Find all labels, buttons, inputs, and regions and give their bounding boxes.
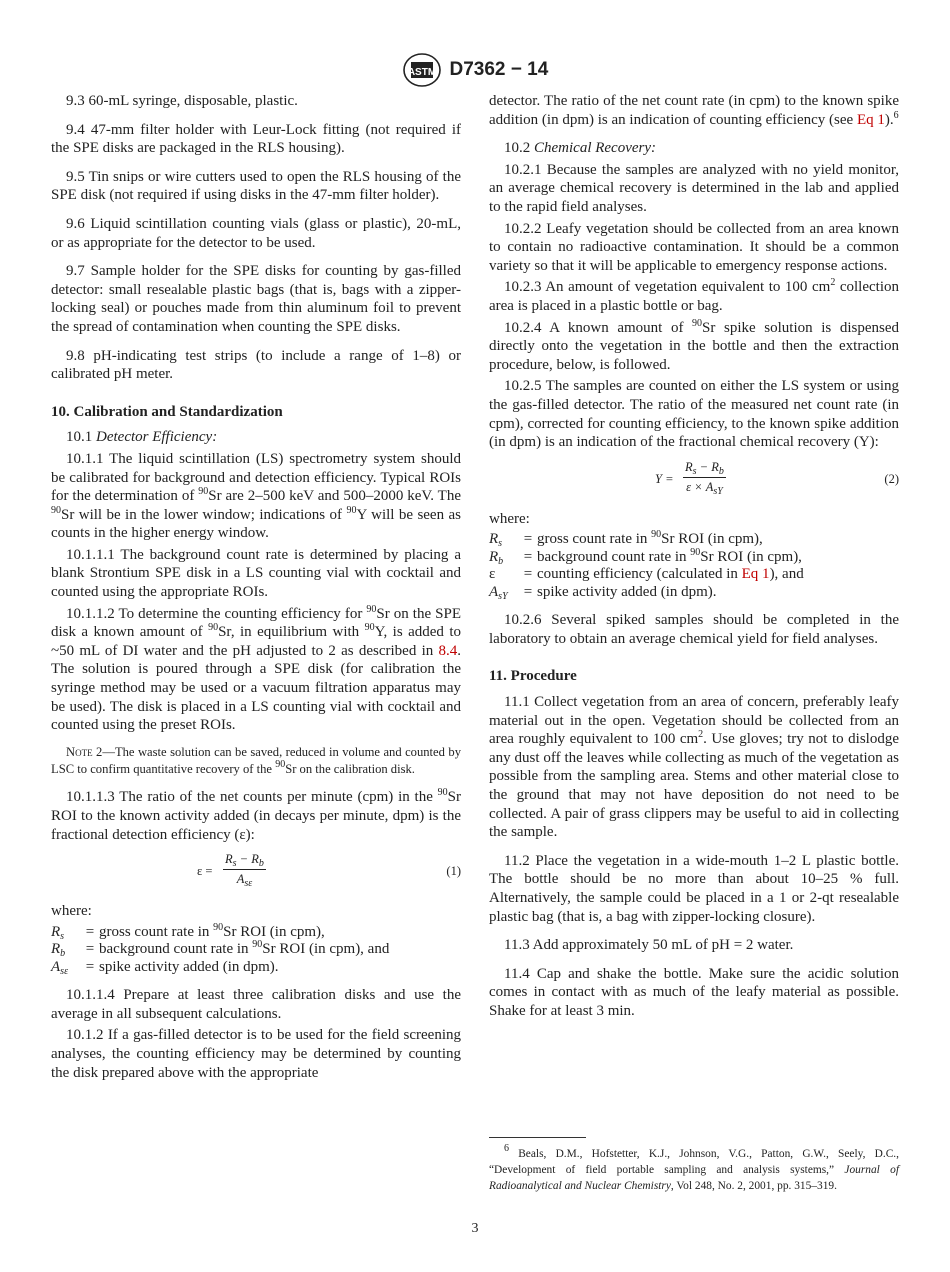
page-number: 3 xyxy=(471,1221,479,1236)
definition-row: $R_b$ = background count rate in $^{90}$Sr ROI (in cpm), and xyxy=(51,939,390,960)
section-11-2: 11.2 Place the vegetation in a wide-mouth 1–2 L plastic bottle. The bottle should be no more than about 10–25 % full. Alternatively, the sample could be placed in a 1 or 2-qt resealable plastic bag (that is, a bag with zipper-locking closure). xyxy=(489,852,899,925)
section-10-2: 10.2 Chemical Recovery: xyxy=(504,140,657,157)
section-10-2-1: 10.2.1 Because the samples are analyzed with no yield monitor, an average chemical recovery is determined in the lab and applied to the rapid field analyses. xyxy=(489,161,899,215)
section-10-2-4: 10.2.4 A known amount of $^{90}$Sr spike solution is dispensed directly onto the vegetation in the bottle and then the extraction procedure, below, is followed. xyxy=(489,317,899,373)
footnote-6-ref: 6 xyxy=(893,109,899,121)
where-label-2: where: xyxy=(489,510,530,527)
astm-logo-icon xyxy=(402,52,442,88)
section-10-1-1-4: 10.1.1.4 Prepare at least three calibration disks and use the average in all subsequent calculations. xyxy=(51,987,461,1022)
document-id: D7362 − 14 xyxy=(449,59,549,80)
section-10-1: 10.1 Detector Efficiency: xyxy=(66,429,218,446)
equation-1: ε = $R_s - R_b$ $A_{s\varepsilon}$ (1) xyxy=(197,852,461,890)
left-column xyxy=(51,92,461,1082)
definition-row: $R_s$ = gross count rate in $^{90}$Sr ROI (in cpm), xyxy=(489,529,763,550)
section-10-2-5: 10.2.5 The samples are counted on either the LS system or using the gas-filled detector. The ratio of the measured net count rate (in cpm), corrected for counting efficiency, to the known spike addition (in dpm) is an indication of the fractional chemical recovery (Y): xyxy=(489,378,899,451)
definition-row: $A_{sY}$ = spike activity added (in dpm). xyxy=(489,583,717,602)
heading-11: 11. Procedure xyxy=(489,668,577,685)
definition-row: $R_b$ = background count rate in $^{90}$Sr ROI (in cpm), xyxy=(489,546,802,567)
ref-8-4-link[interactable]: 8.4 xyxy=(438,642,458,659)
section-10-1-1-2: 10.1.1.2 To determine the counting efficiency for $^{90}$Sr on the SPE disk a known amount of $^{90}$Sr, in equilibrium with $^{90}$Y, is added to ~50 mL of DI water and the pH adjusted to 2 as described in 8.4. The solution is poured through a SPE disk (for calibration the syringe method may be used or a vacuum filtration apparatus may be used). The disk is placed in a LS counting vial with cocktail and counted using the preset ROIs. xyxy=(51,603,461,734)
equation-1-number: (1) xyxy=(446,864,461,879)
section-9-5: 9.5 Tin snips or wire cutters used to open the RLS housing of the SPE disk (not required if using disks in the 47-mm filter holder). xyxy=(51,168,461,204)
right-column xyxy=(489,92,899,1021)
section-9-6: 9.6 Liquid scintillation counting vials (glass or plastic), 20-mL, or as appropriate for the detector to be used. xyxy=(51,215,461,251)
definition-row: ε = counting efficiency (calculated in Eq 1), and xyxy=(489,566,804,583)
equation-2-number: (2) xyxy=(884,471,899,486)
section-10-2-6: 10.2.6 Several spiked samples should be completed in the laboratory to obtain an average chemical yield for field analyses. xyxy=(489,612,899,647)
footnote-6: $^6$ Beals, D.M., Hofstetter, K.J., Johnson, V.G., Patton, G.W., Seely, D.C., “Development of field portable sampling and analysis systems,” Journal of Radioanalytical and Nuclear Chemistry, Vol 248, No. 2, 2001, pp. 315–319. xyxy=(489,1143,899,1192)
section-11-4: 11.4 Cap and shake the bottle. Make sure the acidic solution comes in contact with as much of the leafy material as possible. Shake for at least 3 min. xyxy=(489,965,899,1019)
note-2: Note 2—The waste solution can be saved, reduced in volume and counted by LSC to confirm quantitative recovery of the $^{90}$Sr on the calibration disk. xyxy=(51,744,461,777)
definitions-2 xyxy=(489,531,804,601)
eq-1-link[interactable]: Eq 1 xyxy=(741,566,770,583)
page-header xyxy=(0,52,950,88)
section-10-1-1: 10.1.1 The liquid scintillation (LS) spectrometry system should be calibrated for background and detection efficiency. Typical ROIs for the determination of $^{90}$Sr are 2–500 keV and 500–2000 keV. The $^{90}$Sr will be in the lower window; indications of $^{90}$Y will be seen as counts in the higher energy window. xyxy=(51,450,461,542)
section-10-2-2: 10.2.2 Leafy vegetation should be collected from an area known to contain no radioactive contamination. It should be a common variety so that it will be applicable to emergency response actions. xyxy=(489,220,899,274)
heading-10: 10. Calibration and Standardization xyxy=(51,403,283,420)
section-10-1-1-3: 10.1.1.3 The ratio of the net counts per minute (cpm) in the $^{90}$Sr ROI to the known activity added (in decays per minute, dpm) is the fractional detection efficiency (ε): xyxy=(51,787,461,843)
definition-row: $A_{s\varepsilon}$ = spike activity added (in dpm). xyxy=(51,958,279,977)
section-11-1: 11.1 Collect vegetation from an area of concern, preferably leafy material out in the open. Vegetation should be collected from an area roughly equivalent to 100 $cm^2$. Use gloves; try not to dislodge any dust off the leaves while collecting as much of the vegetation as possible from the sampling area. Stems and other material close to the ground that may not have deposition do not need to be collected. A pair of grass clippers may be useful to aid in collecting the sample. xyxy=(489,694,899,841)
section-10-2-3: 10.2.3 An amount of vegetation equivalent to 100 $cm^2$ collection area is placed in a plastic bottle or bag. xyxy=(489,277,900,314)
section-10-1-2-continued: detector. The ratio of the net count rate (in cpm) to the known spike addition (in dpm) is an indication of counting efficiency (see Eq 1).$^6$ xyxy=(489,93,899,128)
definition-row: $R_s$ = gross count rate in $^{90}$Sr ROI (in cpm), xyxy=(51,921,325,942)
section-9-3: 9.3 60-mL syringe, disposable, plastic. xyxy=(66,93,298,109)
definitions-1 xyxy=(51,921,390,977)
section-10-1-2: 10.1.2 If a gas-filled detector is to be used for the field screening analyses, the counting efficiency may be determined by counting the disk prepared above with the appropriate xyxy=(51,1027,461,1081)
section-9-7: 9.7 Sample holder for the SPE disks for counting by gas-filled detector: small resealable plastic bags (that is, bags with a zipper-locking seal) or pouches made from thin aluminum foil to prevent the spread of contamination when counting the SPE disks. xyxy=(51,263,461,335)
svg-text:ASTM: ASTM xyxy=(407,67,436,78)
where-label-1: where: xyxy=(51,903,92,920)
section-11-3: 11.3 Add approximately 50 mL of pH = 2 water. xyxy=(504,937,794,954)
equation-2: Y = $R_s - R_b$ $\varepsilon \times A_{sY}$ (2) xyxy=(655,459,899,497)
footnote-divider xyxy=(489,1137,586,1138)
section-10-1-1-1: 10.1.1.1 The background count rate is determined by placing a blank Strontium SPE disk in a LS counting vial with cocktail and counted using the appropriate ROIs. xyxy=(51,546,461,601)
section-9-4: 9.4 47-mm filter holder with Leur-Lock fitting (not required if the SPE disks are packaged in the RLS housing). xyxy=(51,121,461,157)
section-9-8: 9.8 pH-indicating test strips (to include a range of 1–8) or calibrated pH meter. xyxy=(51,347,461,383)
eq-1-link[interactable]: Eq 1 xyxy=(856,111,885,128)
